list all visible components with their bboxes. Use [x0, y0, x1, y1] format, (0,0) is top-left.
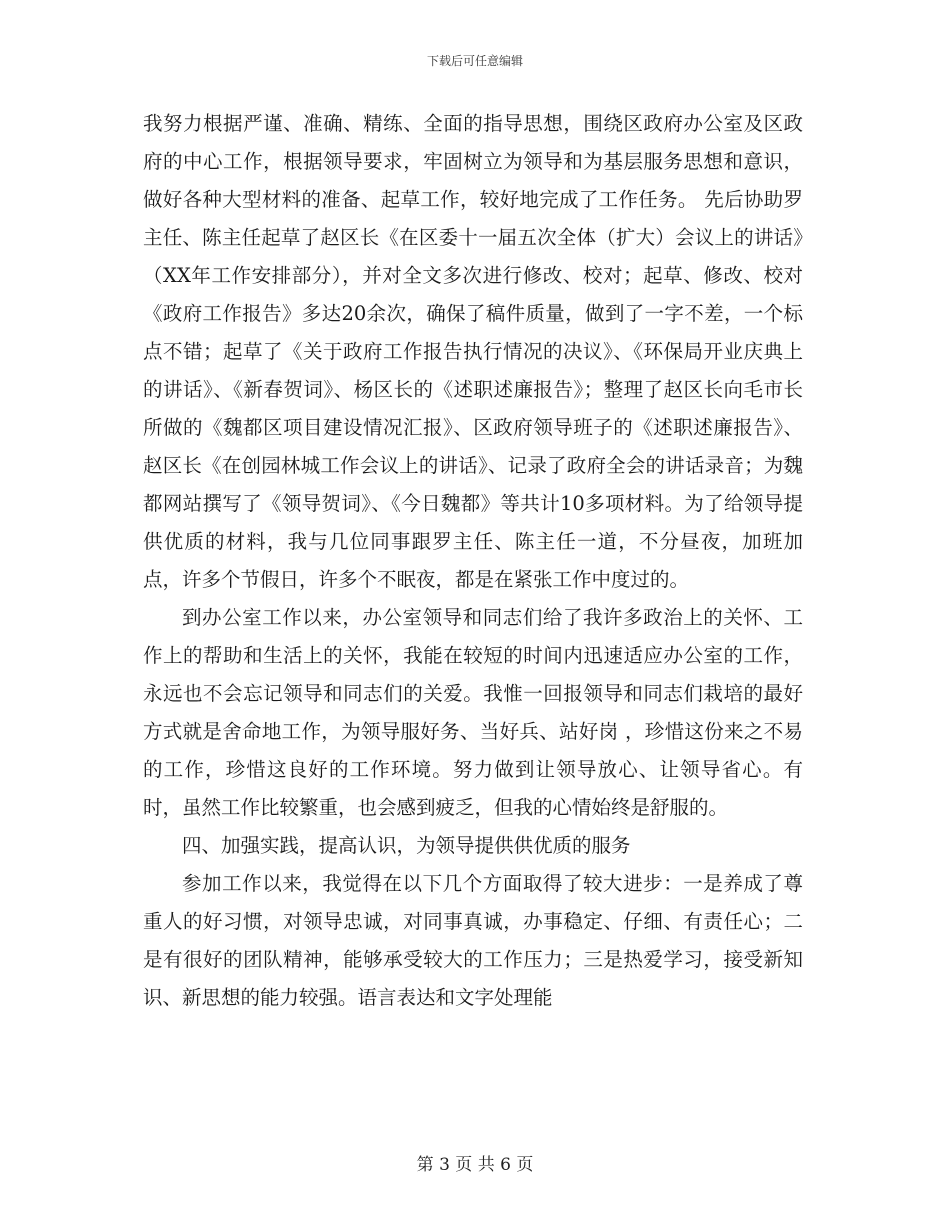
paragraph-progress: 参加工作以来，我觉得在以下几个方面取得了较大进步：一是养成了尊重人的好习惯，对领导忠诚，对同事真诚，办事稳定、仔细、有责任心；二是有很好的团队精神，能够承受较大的工作压力；三是热爱学习，接受新知识、新思想的能力较强。语言表达和文字处理能 — [143, 872, 803, 1009]
paragraph-materials: 我努力根据严谨、准确、精练、全面的指导思想，围绕区政府办公室及区政府的中心工作，根据领导要求，牢固树立为领导和为基层服务思想和意识，做好各种大型材料的准备、起草工作，较好地完成了工作任务。 先后协助罗主任、陈主任起草了赵区长《在区委十一届五次全体（扩大）会议上的讲话》（XX年工作安排部分），并对全文多次进行修改、校对；起草、修改、校对《政府工作报告》多达20余次，确保了稿件质量，做到了一字不差，一个标点不错；起草了《关于政府工作报告执行情况的决议》、《环保局开业庆典上的讲话》、《新春贺词》、杨区长的《述职述廉报告》；整理了赵区长向毛市长所做的《魏都区项目建设情况汇报》、区政府领导班子的《述职述廉报告》、赵区长《在创园林城工作会议上的讲话》、记录了政府全会的讲话录音；为魏都网站撰写了《领导贺词》、《今日魏都》等共计10多项材料。为了给领导提供优质的材料，我与几位同事跟罗主任、陈主任一道，不分昼夜，加班加点，许多个节假日，许多个不眠夜，都是在紧张工作中度过的。 — [143, 112, 803, 591]
section-heading: 四、加强实践，提高认识，为领导提供供优质的服务 — [182, 834, 631, 857]
page-number: 第 3 页 共 6 页 — [416, 1155, 534, 1175]
page-header: 下载后可任意编辑 — [426, 54, 523, 68]
paragraph-gratitude: 到办公室工作以来，办公室领导和同志们给了我许多政治上的关怀、工作上的帮助和生活上的关怀，我能在较短的时间内迅速适应办公室的工作，永远也不会忘记领导和同志们的关爱。我惟一回报领导和同志们栽培的最好方式就是舍命地工作，为领导服好务、当好兵、站好岗 ，珍惜这份来之不易的工作，珍惜这良好的工作环境。努力做到让领导放心、让领导省心。有时，虽然工作比较繁重，也会感到疲乏，但我的心情始终是舒服的。 — [143, 606, 803, 819]
document-body — [143, 105, 803, 1017]
